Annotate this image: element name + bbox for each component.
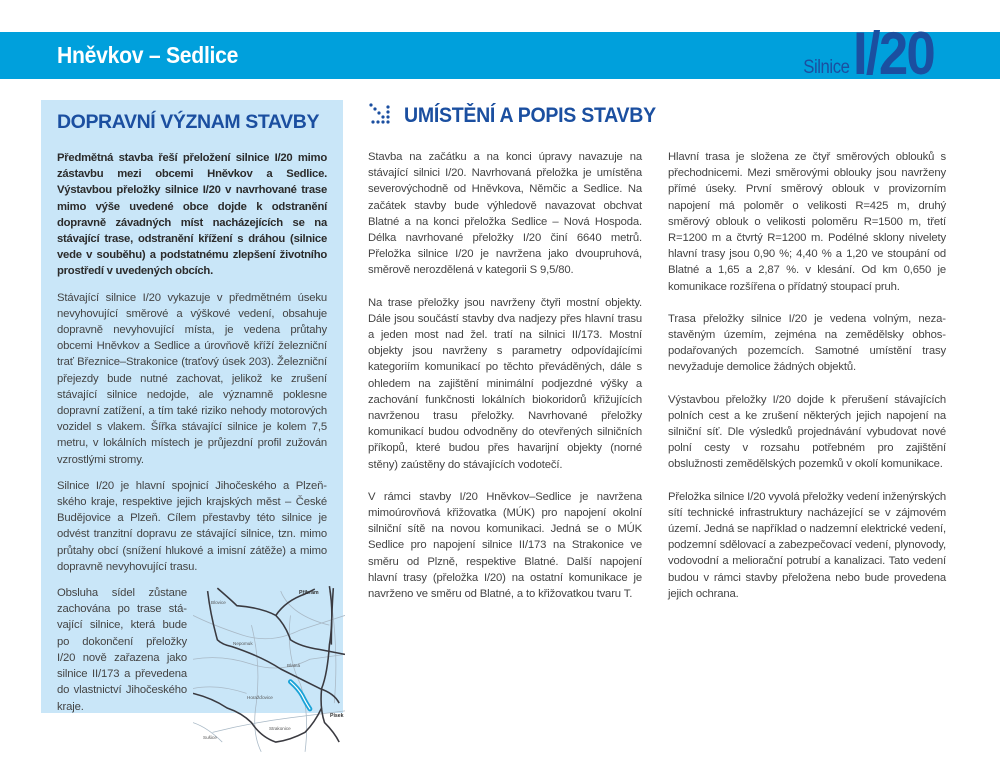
- body-paragraph: Výstavbou přeložky I/20 dojde k přerušení stávajících polních cest a ke zrušení některých jejich napojení na silniční síť. Dle výsledků projednávání vybudovat nové polní cesty v rozsahu potřebném pro zajištění obslužnosti zemědělských pozemků v okolí komunikace.: [668, 393, 946, 471]
- map-label-susice: Sušice: [203, 735, 217, 741]
- body-paragraph: Na trase přeložky jsou navrženy čtyři mostní objekty. Dále jsou součástí stavby dva nadjezy přes hlavní trasu a jeden most nad žel. tratí na silnici II/173. Mostní objekty jsou navrženy s parametry odpovídajícími kategoriím komunikací po těchto převáděných, dále s ohledem na zajištění minimální podjezdné výšky a zachování funkčnosti lokálních biokoridorů křižujících navrženou trasu přeložky. Navrhované přeložky komunikací budou odvodněny do otevřených silničních příkopů, které budou přes havarijní objekty (norné stěny) zaústěny do stávajících vodotečí.: [368, 296, 642, 471]
- road-label: [797, 20, 945, 87]
- route-map: [193, 585, 345, 753]
- document-title: Hněvkov – Sedlice: [57, 42, 239, 68]
- map-label-pribram: Příbram: [299, 590, 319, 597]
- body-paragraph: Trasa přeložky silnice I/20 je vedena volným, nezastavěným územím, zejména na zemědělsky obhospodařovaných pozemcích. Samotné umístění trasy nevyžaduje demolice žádných objektů.: [668, 312, 946, 374]
- map-label-nepomuk: Nepomuk: [233, 641, 253, 647]
- map-label-blatna: Blatná: [287, 663, 301, 669]
- map-label-pisek: Písek: [330, 713, 344, 720]
- dots-arrow-icon: [368, 101, 398, 131]
- body-paragraph: Přeložka silnice I/20 vyvolá přeložky vedení inženýrských sítí technické infrastruktury nacházející se v zájmovém území. Jedná se například o nadzemní elektrické vedení, podzemní sdělovací a zabezpečovací vedení, plynovody, vodovodní a meliorační potrubí a kanalizaci. Tato vedení budou v rámci stavby přeložena nebo bude provedena jejich ochrana.: [668, 490, 946, 600]
- sidebar-paragraph: Obsluha sídel zůstane zachována po trase stávající silnice, která bude po dokončení přeložky I/20 nově zařazena jako silnice II/173 a převedena do vlastnictví Jihočeského kraje.: [57, 587, 187, 713]
- body-paragraph: Stavba na začátku a na konci úpravy navazuje na stávající silnici I/20. Navrhovaná přeložka je umístěna severovýchodně od Hněvkova, Němčic a Sedlice. Na začátek stavby bude výhledově navazovat obchvat Blatné a na konci přeložka Sedlice – Nová Hospoda. Délka navrhované přeložky I/20 činí 6640 metrů. Přeložka silnice I/20 je navržena jako dvoupruhová, směrově nerozdělená v kategorii S 9,5/80.: [368, 151, 642, 277]
- map-row: [57, 585, 344, 753]
- sidebar-paragraph: Silnice I/20 je hlavní spojnicí Jihočeského a Plzeňského kraje, respektive jejich krajských měst – České Budějovice a Plzeň. Cílem přestavby této silnice je odvést tranzitní dopravu ze stávající silnice, tzn. mimo průtahy obcí (snížení hlukové a imisní zátěže) a mimo dopravně nevyhovující trasu.: [57, 479, 327, 573]
- map-label-horazdovice: Horažďovice: [247, 695, 273, 701]
- road-number: I/20: [852, 20, 934, 87]
- section-heading: UMÍSTĚNÍ A POPIS STAVBY: [404, 104, 656, 127]
- sidebar-heading: DOPRAVNÍ VÝZNAM STAVBY: [57, 111, 320, 133]
- map-label-strakonice: Strakonice: [269, 726, 291, 732]
- road-prefix: Silnice: [803, 57, 850, 78]
- body-paragraph: V rámci stavby I/20 Hněvkov–Sedlice je navržena mimoúrovňová křižovatka (MÚK) pro napojení okolní silniční sítě na novou komunikaci. Jedná se o MÚK Sedlice pro napojení silnice II/173 na Strakonice ve směru od Plzně, respektive Blatné. Další napojení hlavní trasy (přeložka I/20) na ostatní komunikace je navrženo ve směru od Blatné, a to křižovatkou tvaru T.: [368, 490, 642, 601]
- sidebar-lead-paragraph: Předmětná stavba řeší přeložení silnice I/20 mimo zástavbu mezi obcemi Hněvkov a Sedlice. Výstavbou přeložky silnice I/20 v navrhované trase mimo výše uvedené obce dojde k odstranění dopravně závadných míst nacházejících se na stávající trase, odstranění křížení s dráhou (silnice vede v souběhu) a podstatnému zlepšení životního prostředí v uvedených obcích.: [57, 152, 327, 278]
- map-label-blovice: Blovice: [211, 600, 226, 606]
- main-column-3: [668, 149, 946, 602]
- sidebar-paragraph: Stávající silnice I/20 vykazuje v předmětném úseku nevyhovující směrové a výškové vedení, obsahuje dopravně nevyhovující místa, je vedena průtahy obcemi Hněvkov a Sedlice a úrovňově kříží železniční trať Březnice–Strakonice (traťový úsek 203). Železniční přejezdy bude nutné zachovat, jelikož ke zrušení stávající silnice nedojde, ale významně poklesne dopravní zatížení, a tím také riziko nehody motorových vozidel s vlakem. Šířka stávající silnice je kolem 7,5 metru, v lokálních místech je průjezdní profil zužován vzrostlými stromy.: [57, 291, 327, 466]
- body-paragraph: Hlavní trasa je složena ze čtyř směrových oblouků s přechodnicemi. Mezi směrovými oblouky jsou navrženy přímé úseky. První směrový oblouk v provizorním napojení má poloměr o velikosti R=425 m, druhý směrový oblouk o velikosti poloměru R=1500 m, třetí R=1200 m a čtvrtý R=1200 m. Podélné sklony nivelety hlavní trasy jsou 0,90 %; 4,40 % a 1,20 ve stoupání od Blatné a 1,65 a 2,87 %. v klesání. Od km 0,650 je komunikace rozšířena o přídatný stoupací pruh.: [668, 151, 946, 293]
- sidebar-column: [57, 110, 344, 753]
- main-column-2: [368, 149, 642, 602]
- section-heading-group: [368, 101, 675, 131]
